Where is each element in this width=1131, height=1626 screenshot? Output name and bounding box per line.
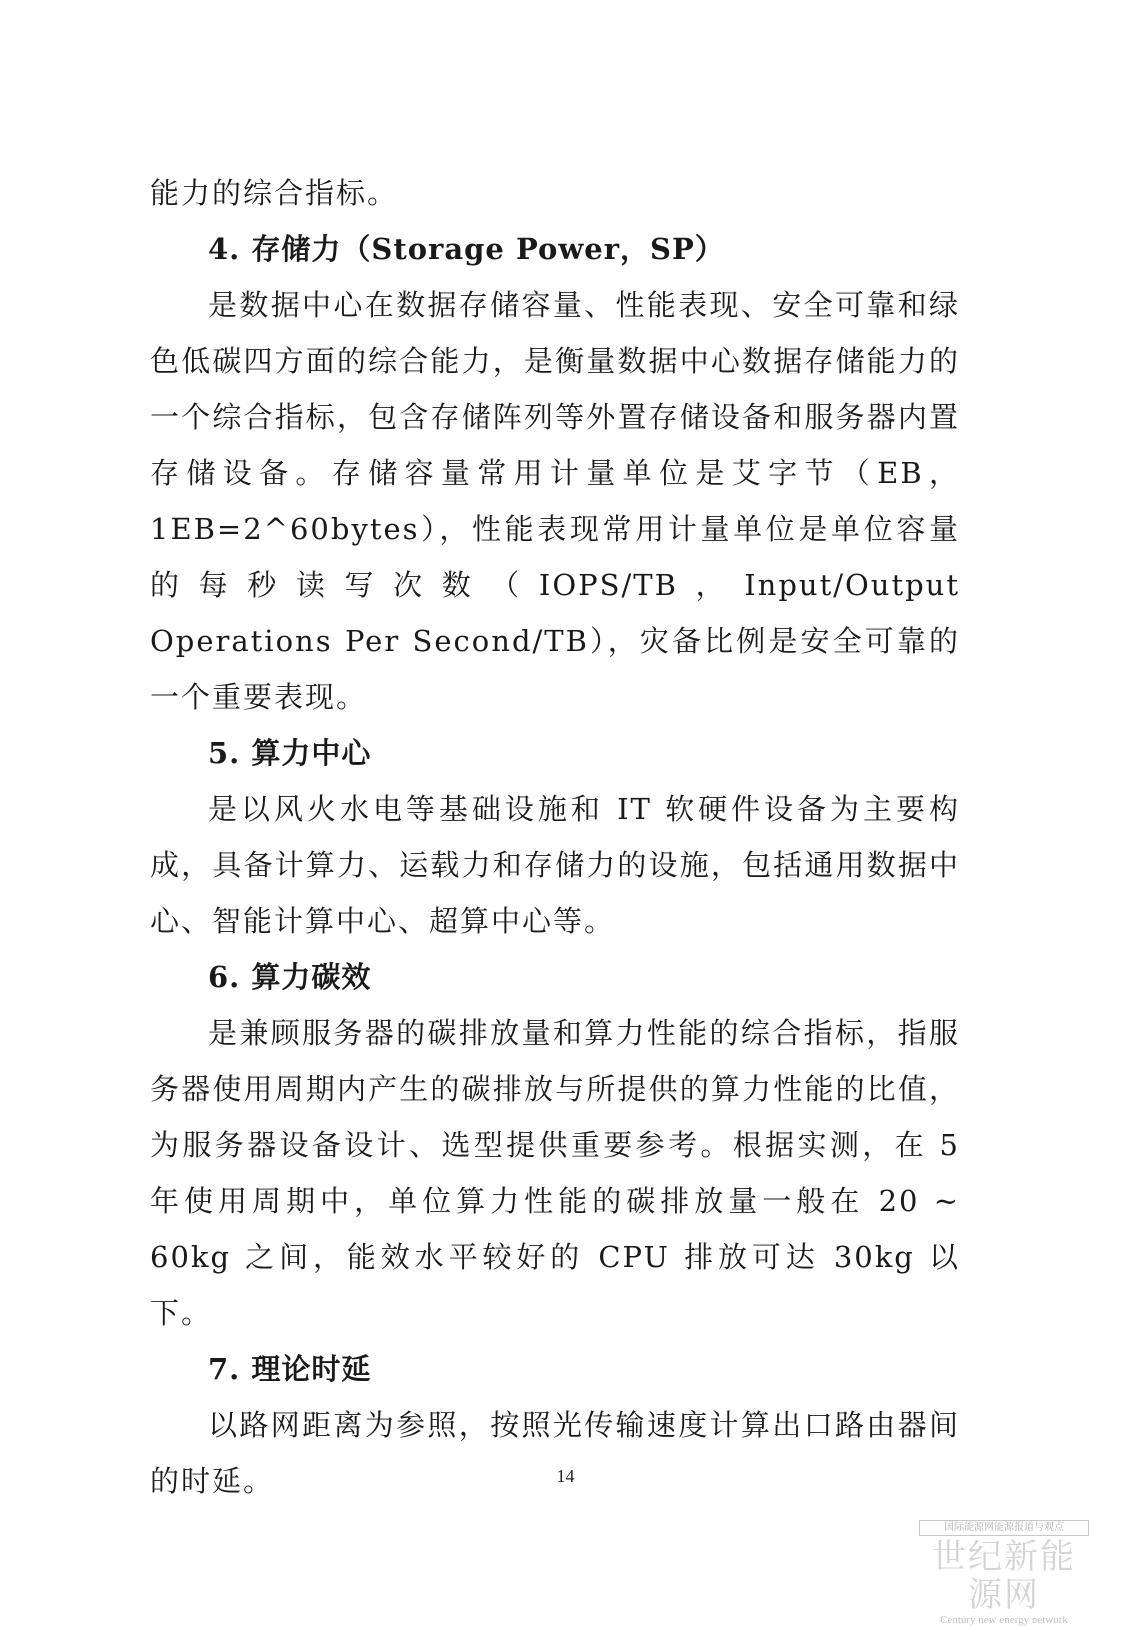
paragraph-continuation: 能力的综合指标。 bbox=[150, 176, 399, 210]
document-body bbox=[150, 165, 960, 1509]
watermark-tagline: 国际能源网能源报道与观点 bbox=[919, 1520, 1089, 1536]
paragraph-computing-center: 是以风火水电等基础设施和 IT 软硬件设备为主要构成，具备计算力、运载力和存储力的设施，包括通用数据中心、智能计算中心、超算中心等。 bbox=[150, 792, 960, 938]
watermark-site-name: 世纪新能源网 bbox=[932, 1537, 1076, 1615]
section-heading-storage-power: 4. 存储力（Storage Power，SP） bbox=[208, 232, 725, 266]
paragraph-storage-power: 是数据中心在数据存储容量、性能表现、安全可靠和绿色低碳四方面的综合能力，是衡量数据中心数据存储能力的一个综合指标，包含存储阵列等外置存储设备和服务器内置存储设备。存储容量常用计量单位是艾字节（EB，1EB=2^60bytes），性能表现常用计量单位是单位容量的每秒读写次数（IOPS/TB，Input/Output Operations Per Second/TB），灾备比例是安全可靠的一个重要表现。 bbox=[150, 288, 960, 714]
section-heading-computing-center: 5. 算力中心 bbox=[208, 736, 372, 770]
page-number: 14 bbox=[556, 1466, 575, 1486]
section-heading-theoretical-latency: 7. 理论时延 bbox=[208, 1352, 372, 1386]
paragraph-carbon-efficiency: 是兼顾服务器的碳排放量和算力性能的综合指标，指服务器使用周期内产生的碳排放与所提供的算力性能的比值，为服务器设备设计、选型提供重要参考。根据实测，在 5 年使用周期中，单位算力性能的碳排放量一般在 20 ~ 60kg 之间，能效水平较好的 CPU 排放可达 30kg 以下。 bbox=[150, 1016, 960, 1330]
section-heading-carbon-efficiency: 6. 算力碳效 bbox=[208, 960, 372, 994]
paragraph-theoretical-latency: 以路网距离为参照，按照光传输速度计算出口路由器间的时延。 bbox=[150, 1408, 960, 1498]
watermark-logo bbox=[919, 1520, 1089, 1626]
watermark-english-name: Century new energy network bbox=[940, 1614, 1068, 1626]
